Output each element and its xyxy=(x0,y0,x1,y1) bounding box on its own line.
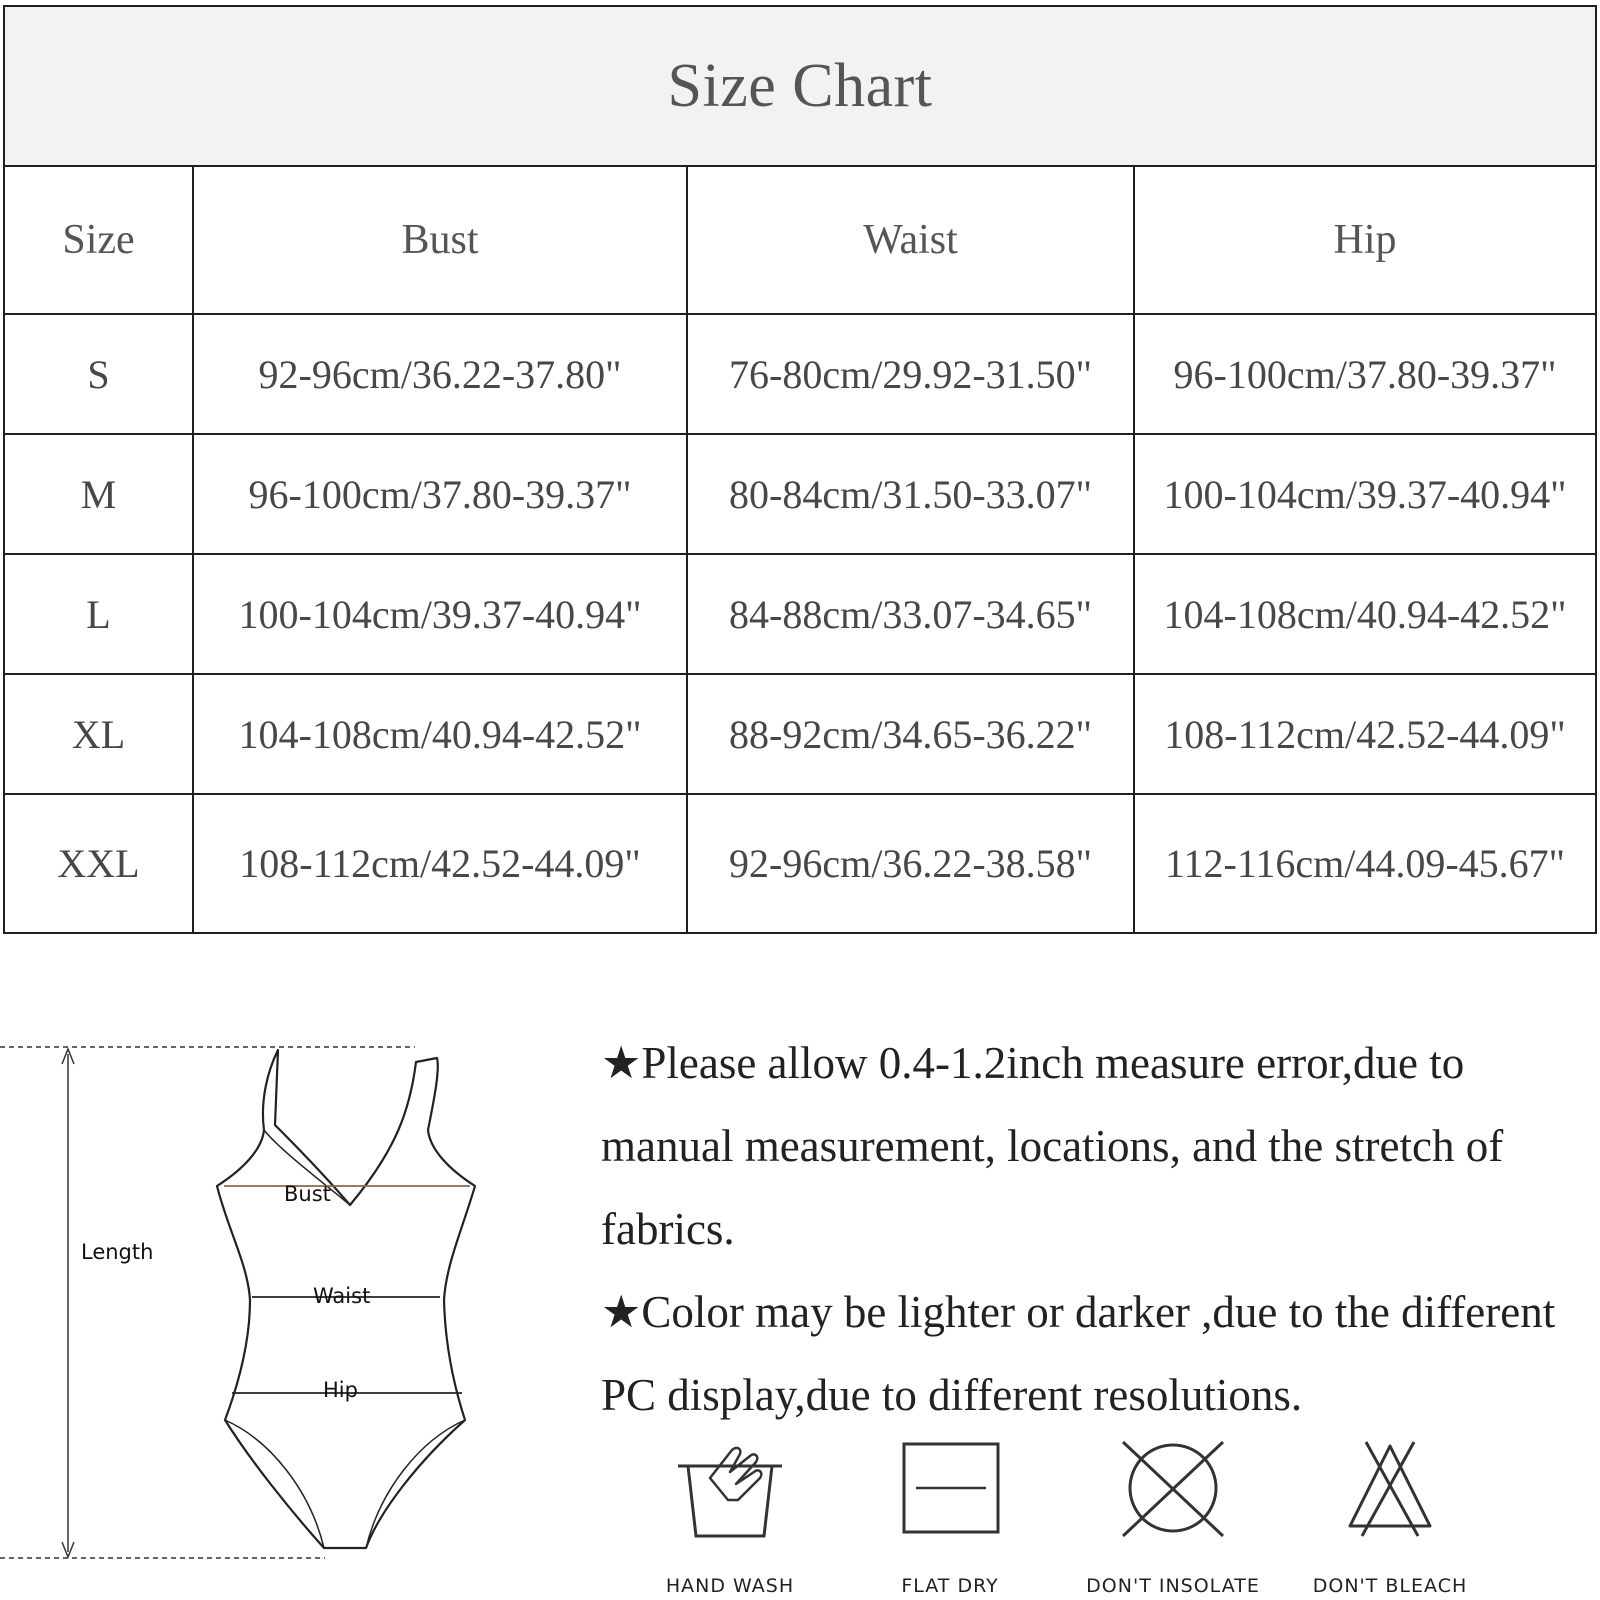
header-size: Size xyxy=(4,166,193,314)
care-hand-wash xyxy=(630,1438,830,1597)
bust-cell: 100-104cm/39.37-40.94" xyxy=(193,554,687,674)
care-flat-dry xyxy=(850,1438,1050,1597)
measurement-notes xyxy=(601,1022,1591,1437)
size-chart-table xyxy=(3,5,1597,934)
size-cell: XXL xyxy=(4,794,193,933)
header-bust: Bust xyxy=(193,166,687,314)
waist-cell: 80-84cm/31.50-33.07" xyxy=(687,434,1134,554)
note-measure-error: ★Please allow 0.4-1.2inch measure error,due to manual measurement, locations, and the stretch of fabrics. xyxy=(601,1038,1504,1254)
dont-insolate-icon xyxy=(1113,1438,1233,1548)
waist-cell: 84-88cm/33.07-34.65" xyxy=(687,554,1134,674)
care-dont-insolate xyxy=(1073,1438,1273,1597)
waist-cell: 88-92cm/34.65-36.22" xyxy=(687,674,1134,794)
bust-cell: 104-108cm/40.94-42.52" xyxy=(193,674,687,794)
size-cell: L xyxy=(4,554,193,674)
title-row xyxy=(4,6,1596,166)
hip-cell: 96-100cm/37.80-39.37" xyxy=(1134,314,1596,434)
care-dont-bleach xyxy=(1290,1438,1490,1597)
bust-label: Bust xyxy=(284,1182,331,1206)
dont-insolate-label: DON'T INSOLATE xyxy=(1086,1575,1260,1597)
flat-dry-label: FLAT DRY xyxy=(901,1575,999,1597)
waist-cell: 92-96cm/36.22-38.58" xyxy=(687,794,1134,933)
hip-label: Hip xyxy=(323,1378,358,1402)
size-cell: M xyxy=(4,434,193,554)
table-row xyxy=(4,314,1596,434)
bodysuit-outline-icon xyxy=(0,1040,600,1585)
bust-cell: 96-100cm/37.80-39.37" xyxy=(193,434,687,554)
bust-cell: 92-96cm/36.22-37.80" xyxy=(193,314,687,434)
hand-wash-label: HAND WASH xyxy=(665,1575,795,1597)
flat-dry-icon xyxy=(890,1438,1010,1548)
table-row xyxy=(4,794,1596,933)
header-row xyxy=(4,166,1596,314)
chart-title: Size Chart xyxy=(4,6,1596,166)
length-label: Length xyxy=(81,1240,154,1264)
note-color-difference: ★Color may be lighter or darker ,due to the different PC display,due to different resolutions. xyxy=(601,1287,1556,1420)
dont-bleach-label: DON'T BLEACH xyxy=(1312,1575,1468,1597)
dont-bleach-icon xyxy=(1330,1438,1450,1548)
table-row xyxy=(4,434,1596,554)
hip-cell: 100-104cm/39.37-40.94" xyxy=(1134,434,1596,554)
table-row xyxy=(4,554,1596,674)
table-row xyxy=(4,674,1596,794)
size-cell: S xyxy=(4,314,193,434)
waist-cell: 76-80cm/29.92-31.50" xyxy=(687,314,1134,434)
header-hip: Hip xyxy=(1134,166,1596,314)
header-waist: Waist xyxy=(687,166,1134,314)
bust-cell: 108-112cm/42.52-44.09" xyxy=(193,794,687,933)
waist-label: Waist xyxy=(313,1284,371,1308)
measurement-figure xyxy=(0,1040,600,1585)
hip-cell: 108-112cm/42.52-44.09" xyxy=(1134,674,1596,794)
hand-wash-icon xyxy=(670,1438,790,1548)
hip-cell: 104-108cm/40.94-42.52" xyxy=(1134,554,1596,674)
hip-cell: 112-116cm/44.09-45.67" xyxy=(1134,794,1596,933)
size-cell: XL xyxy=(4,674,193,794)
